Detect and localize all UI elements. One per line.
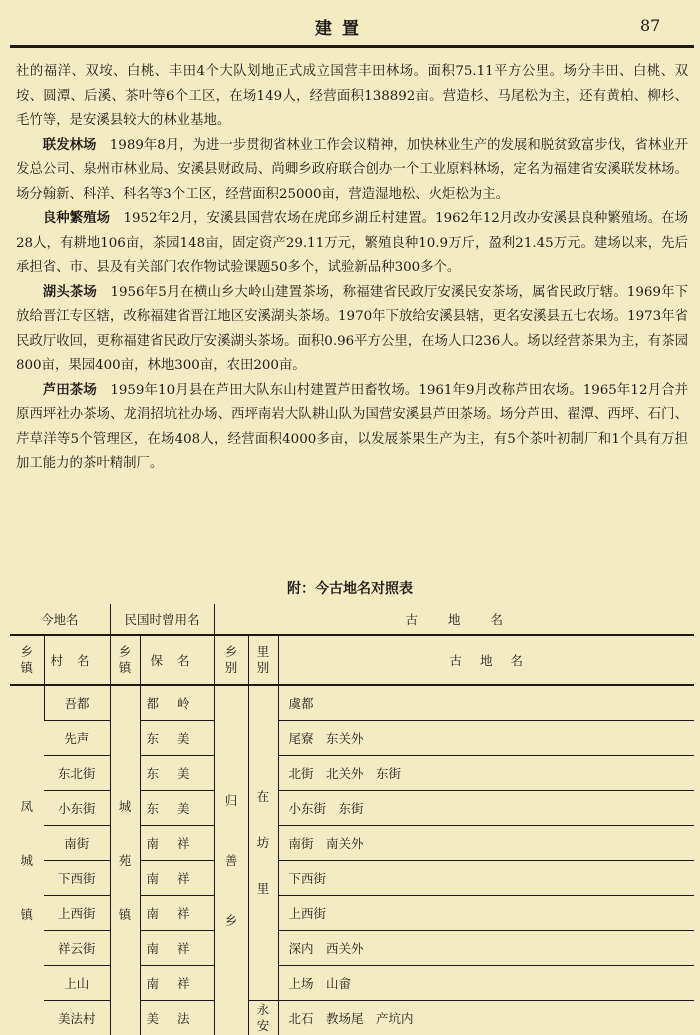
running-title: 建置 <box>315 14 369 39</box>
xiang-name: 归善乡 <box>225 771 238 951</box>
village-cell: 南街 <box>44 826 110 861</box>
ancient-name-cell: 虞都 <box>278 685 694 721</box>
header-xiangbie: 乡别 <box>214 635 248 685</box>
page-header <box>0 0 700 46</box>
old-town-name: 城苑镇 <box>119 780 132 942</box>
li-name-last: 永安 <box>257 1002 270 1033</box>
bao-cell: 南祥 <box>140 931 214 966</box>
village-cell: 下西街 <box>44 861 110 896</box>
header-ancient: 古地名 <box>214 604 694 635</box>
ancient-name-cell: 北街 北关外 东街 <box>278 756 694 791</box>
old-town-cell <box>110 685 140 1035</box>
xiang-cell <box>214 685 248 1035</box>
bao-cell: 南祥 <box>140 826 214 861</box>
ancient-name-cell: 北石 教场尾 产坑内 <box>278 1001 694 1035</box>
bao-cell: 东美 <box>140 721 214 756</box>
term-hutou: 湖头茶场 <box>43 285 97 300</box>
paragraph-lianfa <box>16 134 688 208</box>
village-cell: 上山 <box>44 966 110 1001</box>
village-cell: 东北街 <box>44 756 110 791</box>
header-xiangzhen: 乡镇 <box>10 635 44 685</box>
ancient-name-cell: 尾寮 东关外 <box>278 721 694 756</box>
paragraph-lianfa-text: 1989年8月，为进一步贯彻省林业工作会议精神，加快林业生产的发展和脱贫致富步伐，省林业开发总公司、泉州市林业局、安溪县财政局、尚卿乡政府联合创办一个工业原料林场，定名为福建省安溪联发林场。场分翰新、科洋、科名等3个工区，经营面积25000亩，营造湿地松、火炬松为主。 <box>16 138 688 202</box>
paragraph-fengtian: 社的福洋、双垵、白桃、丰田4个大队划地正式成立国营丰田林场。面积75.11平方公里。场分丰田、白桃、双垵、圆潭、后溪、茶叶等6个工区，在场149人，经营面积138892亩。营造杉、马尾松为主，还有黄柏、柳杉、毛竹等，是安溪县较大的林业基地。 <box>16 60 688 134</box>
li-cell-last <box>248 1001 278 1035</box>
header-republic: 民国时曾用名 <box>110 604 214 635</box>
bao-cell: 东美 <box>140 791 214 826</box>
ancient-name-cell: 南街 南关外 <box>278 826 694 861</box>
table-row <box>10 685 694 721</box>
table-title: 附：今古地名对照表 <box>0 578 700 598</box>
ancient-name-cell: 小东街 东街 <box>278 791 694 826</box>
paragraph-liangzhong-text: 1952年2月，安溪县国营农场在虎邱乡湖丘村建置。1962年12月改办安溪县良种繁殖场。在场28人，有耕地106亩，茶园148亩，固定资产29.11万元，繁殖良种10.9万斤，盈利21.45万元。建场以来，先后承担省、市、县及有关部门农作物试验课题50多个，试验新品种300多个。 <box>16 211 688 275</box>
li-name: 在坊里 <box>257 774 270 912</box>
page-number: 87 <box>640 16 660 35</box>
ancient-name-cell: 下西街 <box>278 861 694 896</box>
bao-cell: 南祥 <box>140 966 214 1001</box>
village-cell: 小东街 <box>44 791 110 826</box>
paragraph-liangzhong <box>16 207 688 281</box>
header-baoming: 保名 <box>140 635 214 685</box>
bao-cell: 南祥 <box>140 896 214 931</box>
header-today: 今地名 <box>10 604 110 635</box>
bao-cell: 东美 <box>140 756 214 791</box>
header-gudiming: 古地名 <box>278 635 694 685</box>
term-lianfa: 联发林场 <box>43 138 97 153</box>
header-cunming: 村名 <box>44 635 110 685</box>
ancient-name-cell: 深内 西关外 <box>278 931 694 966</box>
village-cell: 祥云街 <box>44 931 110 966</box>
town-cell <box>10 685 44 1035</box>
bao-cell: 美法 <box>140 1001 214 1035</box>
header-libie: 里别 <box>248 635 278 685</box>
paragraph-hutou <box>16 281 688 379</box>
town-name: 凤城镇 <box>21 780 34 942</box>
body-text <box>16 60 688 477</box>
paragraph-lutian <box>16 379 688 477</box>
ancient-name-cell: 上西街 <box>278 896 694 931</box>
term-lutian: 芦田茶场 <box>43 383 97 398</box>
li-cell <box>248 685 278 1001</box>
bao-cell: 都岭 <box>140 685 214 721</box>
term-liangzhong: 良种繁殖场 <box>43 211 110 226</box>
header-rule <box>10 45 694 48</box>
bao-cell: 南祥 <box>140 861 214 896</box>
header-xiangzhen-2: 乡镇 <box>110 635 140 685</box>
paragraph-lutian-text: 1959年10月县在芦田大队东山村建置芦田畜牧场。1961年9月改称芦田农场。1965年12月合并原西坪社办茶场、龙涓招坑社办场、西坪南岩大队耕山队为国营安溪县芦田茶场。场分芦田、翟潭、西坪、石门、芹草洋等5个管理区，在场408人，经营面积4000多亩，以发展茶果生产为主，有5个茶叶初制厂和1个具有万担加工能力的茶叶精制厂。 <box>16 383 688 472</box>
village-cell: 吾都 <box>44 685 110 721</box>
village-cell: 上西街 <box>44 896 110 931</box>
paragraph-hutou-text: 1956年5月在横山乡大岭山建置茶场，称福建省民政厅安溪民安茶场，属省民政厅辖。1969年下放给晋江专区辖，改称福建省晋江地区安溪湖头茶场。1970年下放给安溪县辖，更名安溪县五七农场。1973年省民政厅收回，更称福建省民政厅安溪湖头茶场。面积0.96平方公里，在场人口236人。场以经营茶果为主，有茶园800亩，果园400亩，林地300亩，农田200亩。 <box>16 285 688 374</box>
village-cell: 美法村 <box>44 1001 110 1035</box>
place-name-table <box>10 604 694 1035</box>
village-cell: 先声 <box>44 721 110 756</box>
ancient-name-cell: 上场 山畲 <box>278 966 694 1001</box>
